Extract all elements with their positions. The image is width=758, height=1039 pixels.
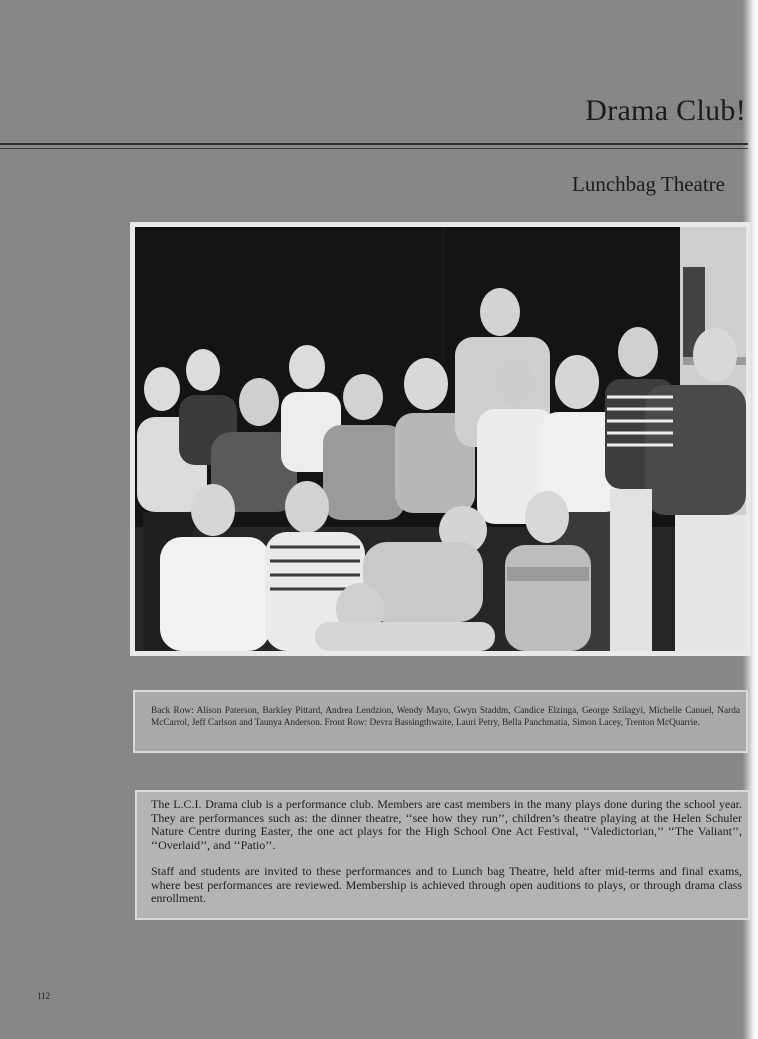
- title-rule-thick: [0, 143, 748, 145]
- page-number: 112: [37, 991, 51, 1001]
- caption-text: Back Row: Alison Paterson, Barkley Pittard, Andrea Lendzion, Wendy Mayo, Gwyn Staddm, Candice Elzinga, George Szilagyi, Michelle Canuel, Narda McCarrol, Jeff Carlson and Taunya Anderson. Front Row: Devra Bassingthwaite, Lauri Petry, Bella Panchmatia, Simon Lacey, Trenton McQuarrie.: [151, 706, 740, 728]
- group-photo-icon: [135, 227, 746, 651]
- title-rule-thin: [0, 148, 748, 149]
- article-paragraph-2: Staff and students are invited to these performances and to Lunch bag Theatre, held after mid-terms and final exams, where best performances are reviewed. Membership is achieved through open auditions to plays, or through drama class enrollment.: [151, 864, 742, 905]
- group-photo: [130, 222, 751, 656]
- page-subtitle: Lunchbag Theatre: [572, 172, 725, 196]
- page-title: Drama Club!: [585, 94, 746, 127]
- article-paragraph-1: The L.C.I. Drama club is a performance club. Members are cast members in the many plays done during the school year. They are performances such as: the dinner theatre, ‘‘see how they run’’, children’s theatre playing at the Helen Schuler Nature Centre during Easter, the one act plays for the High School One Act Festival, ‘‘Valedictorian,’’ ‘‘The Valiant’’, ‘‘Overlaid’’, and ‘‘Patio’’.: [151, 797, 742, 852]
- photo-caption: [133, 690, 748, 753]
- article-text-box: [135, 790, 750, 920]
